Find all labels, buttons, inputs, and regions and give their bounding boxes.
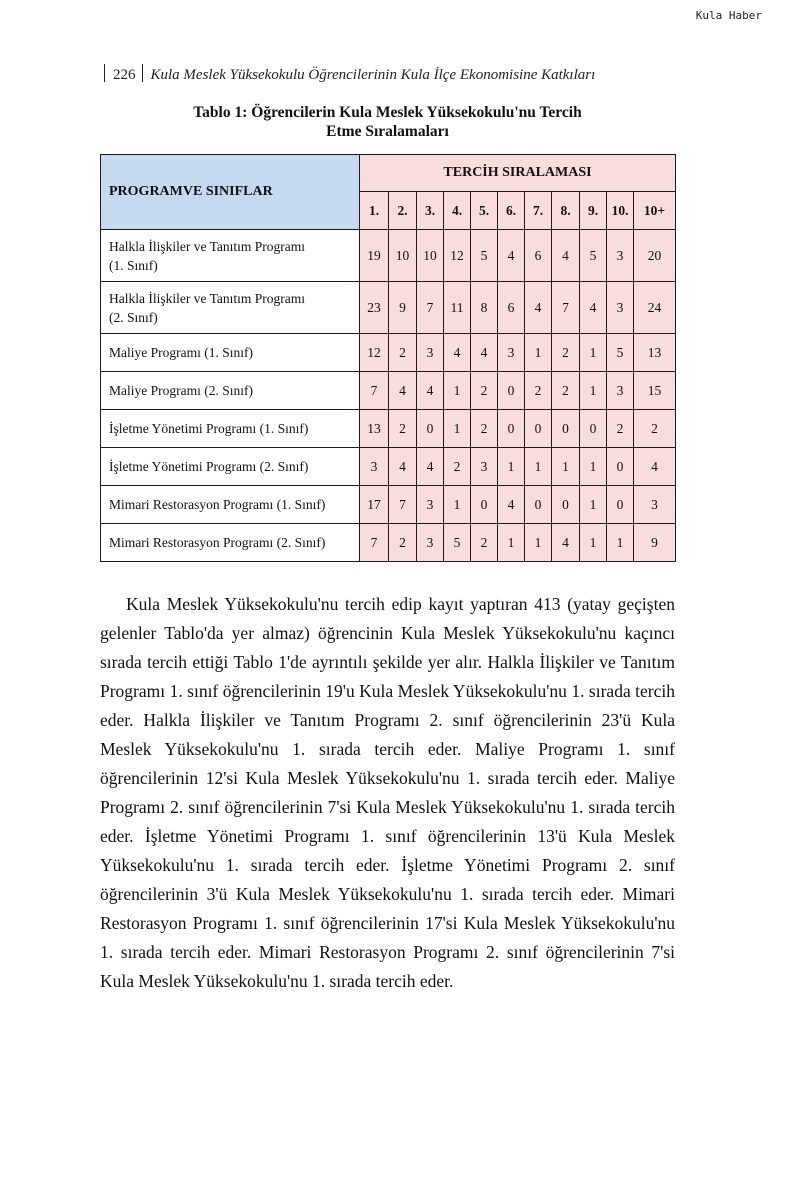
program-name-line1: İşletme Yönetimi Programı (2. Sınıf) [109,459,309,474]
value-cell: 4 [498,486,525,524]
program-name-cell [101,410,360,448]
value-cell: 19 [360,230,389,282]
value-cell: 1 [580,486,607,524]
value-cell: 23 [360,282,389,334]
rank-header: 5. [471,192,498,230]
value-cell: 1 [525,334,552,372]
program-name-line1: Mimari Restorasyon Programı (1. Sınıf) [109,497,326,512]
table-row [101,334,676,372]
value-cell: 10 [417,230,444,282]
rank-header: 4. [444,192,471,230]
program-name-cell [101,524,360,562]
value-cell: 7 [389,486,417,524]
running-head-title: Kula Meslek Yüksekokulu Öğrencilerinin Kula İlçe Ekonomisine Katkıları [150,67,596,83]
program-name-cell [101,372,360,410]
value-cell: 3 [607,230,634,282]
program-name-line1: Mimari Restorasyon Programı (2. Sınıf) [109,535,326,550]
table-row [101,524,676,562]
body-paragraph: Kula Meslek Yüksekokulu'nu tercih edip kayıt yaptıran 413 (yatay geçişten gelenler Tablo'da yer almaz) öğrencinin Kula Meslek Yüksekokulu'nu kaçıncı sırada tercih ettiği Tablo 1'de ayrıntılı şekilde yer alır. Halkla İlişkiler ve Tanıtım Programı 1. sınıf öğrencilerinin 19'u Kula Meslek Yüksekokulu'nu 1. sırada tercih eder. Halkla İlişkiler ve Tanıtım Programı 2. sınıf öğrencilerinin 23'ü Kula Meslek Yüksekokulu'nu 1. sırada tercih eder. Maliye Programı 1. sınıf öğrencilerinin 12'si Kula Meslek Yüksekokulu'nu 1. sırada tercih eder. Maliye Programı 2. sınıf öğrencilerinin 7'si Kula Meslek Yüksekokulu'nu 1. sırada tercih eder. İşletme Yönetimi Programı 1. sınıf öğrencilerinin 13'ü Kula Meslek Yüksekokulu'nu 1. sırada tercih eder. İşletme Yönetimi Programı 2. sınıf öğrencilerinin 3'ü Kula Meslek Yüksekokulu'nu 1. sırada tercih eder. Mimari Restorasyon Programı 1. sınıf öğrencilerinin 17'si Kula Meslek Yüksekokulu'nu 1. sırada tercih eder. Mimari Restorasyon Programı 2. sınıf öğrencilerinin 7'si Kula Meslek Yüksekokulu'nu 1. sırada tercih eder. [100,594,675,991]
value-cell: 1 [607,524,634,562]
value-cell: 9 [634,524,676,562]
value-cell: 2 [444,448,471,486]
value-cell: 12 [360,334,389,372]
rank-header: 3. [417,192,444,230]
program-name-line1: İşletme Yönetimi Programı (1. Sınıf) [109,421,309,436]
value-cell: 2 [471,524,498,562]
value-cell: 5 [444,524,471,562]
rank-header: 8. [552,192,580,230]
value-cell: 4 [552,524,580,562]
value-cell: 0 [552,410,580,448]
value-cell: 1 [580,372,607,410]
rank-header: 7. [525,192,552,230]
value-cell: 10 [389,230,417,282]
rank-header: 1. [360,192,389,230]
value-cell: 15 [634,372,676,410]
value-cell: 0 [498,372,525,410]
value-cell: 1 [525,524,552,562]
program-name-line1: Halkla İlişkiler ve Tanıtım Programı [109,290,306,306]
running-head [98,64,595,84]
value-cell: 24 [634,282,676,334]
value-cell: 0 [417,410,444,448]
value-cell: 1 [580,448,607,486]
value-cell: 2 [607,410,634,448]
value-cell: 6 [498,282,525,334]
preference-table [100,154,676,562]
value-cell: 11 [444,282,471,334]
value-cell: 7 [360,524,389,562]
value-cell: 2 [552,372,580,410]
value-cell: 20 [634,230,676,282]
value-cell: 2 [471,410,498,448]
table-row [101,410,676,448]
value-cell: 17 [360,486,389,524]
value-cell: 0 [552,486,580,524]
value-cell: 4 [634,448,676,486]
running-head-divider-left [104,64,105,82]
value-cell: 1 [444,372,471,410]
program-name-line1: Maliye Programı (2. Sınıf) [109,383,253,398]
value-cell: 3 [607,282,634,334]
value-cell: 9 [389,282,417,334]
value-cell: 1 [552,448,580,486]
value-cell: 3 [417,486,444,524]
table-row [101,282,676,334]
value-cell: 3 [471,448,498,486]
value-cell: 0 [580,410,607,448]
program-name-cell [101,448,360,486]
value-cell: 2 [389,410,417,448]
rank-header: 6. [498,192,525,230]
value-cell: 7 [552,282,580,334]
value-cell: 2 [471,372,498,410]
value-cell: 1 [498,448,525,486]
tercih-header: TERCİH SIRALAMASI [360,155,676,192]
value-cell: 0 [525,410,552,448]
value-cell: 2 [389,524,417,562]
table-body [101,230,676,562]
value-cell: 3 [634,486,676,524]
value-cell: 2 [634,410,676,448]
table-caption-line2: Etme Sıralamaları [326,123,449,140]
value-cell: 1 [444,486,471,524]
table-row [101,230,676,282]
program-name-line1: Halkla İlişkiler ve Tanıtım Programı [109,238,306,254]
rank-header: 10. [607,192,634,230]
value-cell: 13 [360,410,389,448]
value-cell: 1 [498,524,525,562]
value-cell: 0 [498,410,525,448]
value-cell: 4 [498,230,525,282]
running-head-divider [142,64,143,82]
value-cell: 5 [580,230,607,282]
value-cell: 4 [389,448,417,486]
watermark: Kula Haber [695,9,762,22]
table-row [101,486,676,524]
value-cell: 0 [607,448,634,486]
value-cell: 0 [471,486,498,524]
page-number: 226 [113,67,136,83]
value-cell: 1 [580,524,607,562]
table-row [101,448,676,486]
value-cell: 5 [471,230,498,282]
value-cell: 6 [525,230,552,282]
table-caption [100,103,675,141]
value-cell: 1 [444,410,471,448]
value-cell: 4 [525,282,552,334]
value-cell: 4 [389,372,417,410]
value-cell: 4 [417,448,444,486]
program-name-cell [101,230,360,282]
program-name-line2: (2. Sınıf) [109,309,158,325]
value-cell: 4 [580,282,607,334]
value-cell: 2 [389,334,417,372]
program-name-line2: (1. Sınıf) [109,257,158,273]
value-cell: 3 [417,524,444,562]
value-cell: 4 [471,334,498,372]
rank-header: 10+ [634,192,676,230]
value-cell: 7 [360,372,389,410]
rank-header: 9. [580,192,607,230]
value-cell: 0 [607,486,634,524]
value-cell: 4 [417,372,444,410]
value-cell: 4 [552,230,580,282]
program-name-cell [101,486,360,524]
value-cell: 12 [444,230,471,282]
program-name-cell [101,282,360,334]
value-cell: 8 [471,282,498,334]
value-cell: 3 [498,334,525,372]
rank-header: 2. [389,192,417,230]
value-cell: 0 [525,486,552,524]
program-name-line1: Maliye Programı (1. Sınıf) [109,345,253,360]
value-cell: 7 [417,282,444,334]
value-cell: 13 [634,334,676,372]
value-cell: 5 [607,334,634,372]
body-text [100,590,675,996]
table-row [101,372,676,410]
value-cell: 2 [525,372,552,410]
value-cell: 3 [607,372,634,410]
value-cell: 2 [552,334,580,372]
value-cell: 3 [360,448,389,486]
value-cell: 3 [417,334,444,372]
program-name-cell [101,334,360,372]
table-caption-line1: Tablo 1: Öğrencilerin Kula Meslek Yüksekokulu'nu Tercih [193,104,582,121]
program-header: PROGRAMVE SINIFLAR [101,155,360,230]
value-cell: 4 [444,334,471,372]
value-cell: 1 [580,334,607,372]
value-cell: 1 [525,448,552,486]
